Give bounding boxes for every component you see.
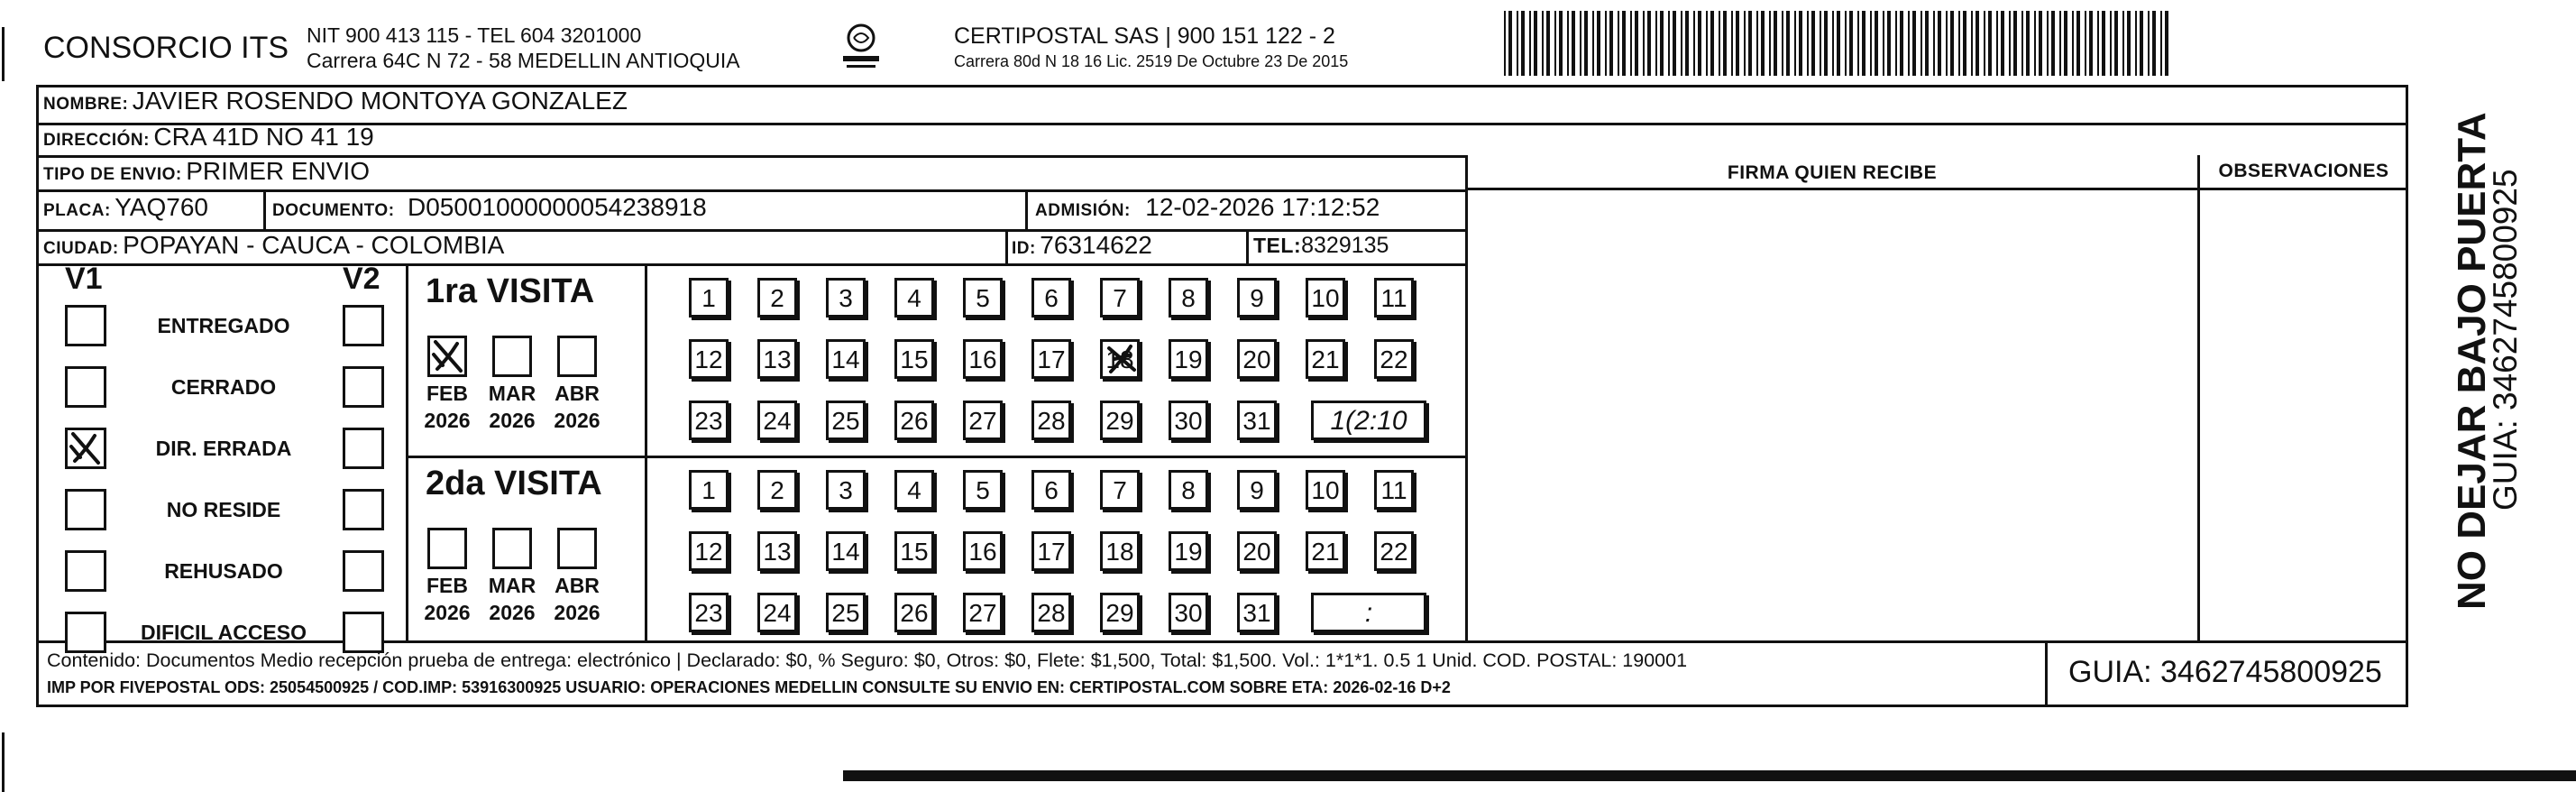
- direccion-label: DIRECCIÓN:: [43, 131, 150, 150]
- day-box[interactable]: 5: [963, 470, 1003, 510]
- barcode-bar: [1508, 11, 1512, 76]
- barcode-bar: [1534, 11, 1537, 76]
- no-dejar-bajo-puerta: NO DEJAR BAJO PUERTA: [2450, 112, 2494, 610]
- status-option-label: CERRADO: [170, 375, 277, 399]
- day-box[interactable]: 6: [1031, 278, 1071, 318]
- year-label: 2026: [424, 601, 471, 624]
- day-box[interactable]: 30: [1169, 401, 1208, 440]
- tel-value: 8329135: [1301, 233, 1389, 258]
- day-box[interactable]: 8: [1169, 470, 1208, 510]
- visit-title: 2da VISITA: [426, 465, 602, 502]
- barcode-bar: [1900, 11, 1903, 76]
- barcode-bar: [1849, 11, 1853, 76]
- barcode-bar: [1693, 11, 1695, 76]
- day-box[interactable]: 25: [826, 593, 866, 632]
- day-box[interactable]: 13: [757, 531, 797, 571]
- side-guia: GUIA: 3462745800925: [2487, 169, 2524, 511]
- day-box[interactable]: 10: [1306, 278, 1345, 318]
- barcode-bar: [2064, 11, 2067, 76]
- barcode-bar: [1950, 11, 1954, 76]
- barcode-bar: [2021, 11, 2023, 76]
- barcode-bar: [2165, 11, 2168, 76]
- observaciones-header: OBSERVACIONES: [2218, 161, 2389, 181]
- id-value: 76314622: [1040, 231, 1152, 259]
- day-box[interactable]: 29: [1100, 401, 1140, 440]
- v1-label: V1: [65, 262, 103, 296]
- barcode-bar: [1963, 11, 1966, 76]
- day-box[interactable]: 8: [1169, 278, 1208, 318]
- day-box[interactable]: 25: [826, 401, 866, 440]
- month-label: ABR: [555, 382, 600, 405]
- barcode-bar: [1622, 11, 1626, 76]
- barcode-bar: [2122, 11, 2124, 76]
- barcode-bar: [1723, 11, 1727, 76]
- v1-checkbox[interactable]: [65, 366, 106, 408]
- v1-checkbox[interactable]: [65, 612, 106, 653]
- v1-checkbox[interactable]: [65, 489, 106, 530]
- provider-line: CERTIPOSTAL SAS | 900 151 122 - 2: [954, 23, 1335, 49]
- day-box[interactable]: 2: [757, 470, 797, 510]
- day-box[interactable]: 17: [1031, 531, 1071, 571]
- barcode-bar: [2085, 11, 2086, 76]
- day-box[interactable]: 20: [1237, 531, 1277, 571]
- barcode-bar: [1912, 11, 1916, 76]
- barcode-bar: [1976, 11, 1979, 76]
- day-box[interactable]: 17: [1031, 339, 1071, 379]
- barcode-bar: [2009, 11, 2011, 76]
- barcode-bar: [2001, 11, 2004, 76]
- status-option-label: ENTREGADO: [157, 314, 290, 337]
- barcode-bar: [2127, 11, 2131, 76]
- day-box[interactable]: 2: [757, 278, 797, 318]
- ciudad-label: CIUDAD:: [43, 239, 119, 258]
- barcode-bar: [1736, 11, 1739, 76]
- day-box[interactable]: 24: [757, 593, 797, 632]
- year-label: 2026: [489, 601, 536, 624]
- visit-title: 1ra VISITA: [426, 272, 595, 310]
- bottom-rule: [843, 770, 2576, 781]
- barcode-bar: [1710, 11, 1714, 76]
- barcode-bar: [1786, 11, 1790, 76]
- month-label: FEB: [426, 382, 468, 405]
- month-checkbox[interactable]: [492, 528, 532, 569]
- day-box[interactable]: 19: [1169, 339, 1208, 379]
- day-box[interactable]: 30: [1169, 593, 1208, 632]
- barcode-bar: [1824, 11, 1828, 76]
- barcode-bar: [1744, 11, 1746, 76]
- day-box[interactable]: 16: [963, 531, 1003, 571]
- day-box[interactable]: 15: [894, 531, 934, 571]
- year-label: 2026: [489, 409, 536, 432]
- admision-value: 12-02-2026 17:12:52: [1145, 193, 1380, 221]
- barcode-bar: [2034, 11, 2036, 76]
- placa-value: YAQ760: [115, 193, 209, 221]
- barcode-bar: [2148, 11, 2150, 76]
- day-box[interactable]: 21: [1306, 531, 1345, 571]
- day-box[interactable]: 22: [1374, 531, 1414, 571]
- barcode-bar: [1597, 11, 1600, 76]
- barcode-bar: [1584, 11, 1588, 76]
- day-box[interactable]: 1: [689, 278, 729, 318]
- barcode-bar: [2097, 11, 2099, 76]
- month-checkbox[interactable]: [557, 528, 597, 569]
- barcode-bar: [1996, 11, 1998, 76]
- v1-checkbox-checked[interactable]: [65, 428, 106, 469]
- barcode-bar: [2102, 11, 2105, 76]
- day-box[interactable]: 3: [826, 278, 866, 318]
- firma-header: FIRMA QUIEN RECIBE: [1727, 162, 1938, 183]
- v2-checkbox[interactable]: [343, 550, 384, 592]
- barcode-bar: [1887, 11, 1891, 76]
- nombre-value: JAVIER ROSENDO MONTOYA GONZALEZ: [132, 87, 628, 115]
- barcode-bar: [1799, 11, 1802, 76]
- barcode-bar: [1862, 11, 1866, 76]
- day-box[interactable]: 12: [689, 531, 729, 571]
- v2-checkbox[interactable]: [343, 366, 384, 408]
- barcode-bar: [2152, 11, 2156, 76]
- day-box[interactable]: 23: [689, 401, 729, 440]
- company-nit: NIT 900 413 115 - TEL 604 3201000: [307, 23, 642, 47]
- day-box[interactable]: 27: [963, 401, 1003, 440]
- barcode-bar: [2089, 11, 2093, 76]
- status-option-label: REHUSADO: [164, 559, 283, 583]
- barcode-bar: [1618, 11, 1619, 76]
- barcode-bar: [1580, 11, 1581, 76]
- barcode-bar: [1635, 11, 1638, 76]
- day-box[interactable]: 16: [963, 339, 1003, 379]
- tipo-envio-value: PRIMER ENVIO: [186, 157, 371, 185]
- day-box[interactable]: 9: [1237, 470, 1277, 510]
- year-label: 2026: [424, 409, 471, 432]
- day-box[interactable]: 11: [1374, 278, 1414, 318]
- barcode: [1504, 11, 2176, 76]
- day-box[interactable]: 14: [826, 531, 866, 571]
- day-box[interactable]: 9: [1237, 278, 1277, 318]
- barcode-bar: [1605, 11, 1607, 76]
- barcode-bar: [1988, 11, 1992, 76]
- v2-label: V2: [343, 262, 380, 296]
- barcode-bar: [2039, 11, 2042, 76]
- tipo-envio-label: TIPO DE ENVIO:: [43, 165, 182, 184]
- status-option-label: DIFICIL ACCESO: [140, 621, 307, 644]
- month-label: ABR: [555, 574, 600, 597]
- barcode-bar: [2110, 11, 2112, 76]
- v2-checkbox[interactable]: [343, 305, 384, 346]
- barcode-bar: [1782, 11, 1783, 76]
- day-box[interactable]: 4: [894, 278, 934, 318]
- placa-label: PLACA:: [43, 201, 111, 220]
- barcode-bar: [2072, 11, 2074, 76]
- barcode-bar: [2013, 11, 2017, 76]
- day-mark: [1105, 343, 1138, 375]
- barcode-bar: [1925, 11, 1929, 76]
- day-box[interactable]: 4: [894, 470, 934, 510]
- day-box[interactable]: 28: [1031, 401, 1071, 440]
- id-label: ID:: [1012, 239, 1036, 258]
- day-box[interactable]: 28: [1031, 593, 1071, 632]
- barcode-bar: [1643, 11, 1645, 76]
- barcode-bar: [1504, 11, 1506, 76]
- month-label: MAR: [488, 382, 536, 405]
- barcode-bar: [1875, 11, 1878, 76]
- company-name: CONSORCIO ITS: [43, 31, 289, 65]
- barcode-bar: [1685, 11, 1689, 76]
- day-box[interactable]: 15: [894, 339, 934, 379]
- barcode-bar: [1660, 11, 1664, 76]
- barcode-bar: [2026, 11, 2030, 76]
- day-box[interactable]: 14: [826, 339, 866, 379]
- month-label: MAR: [488, 574, 536, 597]
- day-box[interactable]: 19: [1169, 531, 1208, 571]
- barcode-bar: [1794, 11, 1796, 76]
- barcode-bar: [1521, 11, 1525, 76]
- barcode-bar: [1698, 11, 1701, 76]
- documento-value: D05001000000054238918: [408, 193, 707, 221]
- v1-checkbox[interactable]: [65, 550, 106, 592]
- imp-text: IMP POR FIVEPOSTAL ODS: 25054500925 / COD.IMP: 53916300925 USUARIO: OPERACIONES MEDELLIN CONSULTE SU ENVIO EN: CERTIPOSTAL.COM SOBRE ETA: 2026-02-16 D+2: [47, 678, 1451, 696]
- time-box[interactable]: :: [1311, 593, 1426, 632]
- barcode-bar: [1958, 11, 1960, 76]
- day-box[interactable]: 24: [757, 401, 797, 440]
- status-option-label: DIR. ERRADA: [155, 437, 292, 460]
- barcode-bar: [1857, 11, 1859, 76]
- month-checkbox-checked[interactable]: [427, 336, 467, 377]
- v1-checkbox[interactable]: [65, 305, 106, 346]
- day-box[interactable]: 22: [1374, 339, 1414, 379]
- contenido-text: Contenido: Documentos Medio recepción prueba de entrega: electrónico | Declarado: $0, % Seguro: $0, Otros: $0, Flete: $1,500, Total: $1,500. Vol.: 1*1*1. 0.5 1 Unid. COD. POSTAL: 190001: [47, 649, 1688, 671]
- barcode-bar: [2051, 11, 2055, 76]
- barcode-bar: [1731, 11, 1733, 76]
- barcode-bar: [1592, 11, 1594, 76]
- day-box[interactable]: 6: [1031, 470, 1071, 510]
- barcode-bar: [1895, 11, 1897, 76]
- day-box[interactable]: 11: [1374, 470, 1414, 510]
- barcode-bar: [1706, 11, 1708, 76]
- barcode-bar: [1832, 11, 1834, 76]
- barcode-bar: [2114, 11, 2118, 76]
- day-box[interactable]: 27: [963, 593, 1003, 632]
- day-box-marked[interactable]: 18: [1100, 339, 1140, 379]
- day-box[interactable]: 10: [1306, 470, 1345, 510]
- barcode-bar: [1769, 11, 1771, 76]
- barcode-bar: [2135, 11, 2137, 76]
- barcode-bar: [1921, 11, 1922, 76]
- barcode-bar: [1756, 11, 1758, 76]
- barcode-bar: [1572, 11, 1575, 76]
- barcode-bar: [1673, 11, 1676, 76]
- day-box[interactable]: 31: [1237, 593, 1277, 632]
- barcode-bar: [1946, 11, 1948, 76]
- day-box[interactable]: 26: [894, 401, 934, 440]
- barcode-bar: [1668, 11, 1670, 76]
- day-box[interactable]: 26: [894, 593, 934, 632]
- barcode-bar: [1938, 11, 1941, 76]
- day-box[interactable]: 3: [826, 470, 866, 510]
- barcode-bar: [1971, 11, 1973, 76]
- day-box[interactable]: 29: [1100, 593, 1140, 632]
- barcode-bar: [2160, 11, 2162, 76]
- barcode-bar: [1845, 11, 1847, 76]
- time-box[interactable]: 1(2:10: [1311, 401, 1426, 440]
- barcode-bar: [1681, 11, 1682, 76]
- day-box[interactable]: 31: [1237, 401, 1277, 440]
- barcode-bar: [1820, 11, 1821, 76]
- barcode-bar: [1655, 11, 1657, 76]
- direccion-value: CRA 41D NO 41 19: [153, 123, 374, 151]
- barcode-bar: [1748, 11, 1752, 76]
- v2-checkbox[interactable]: [343, 428, 384, 469]
- barcode-bar: [1567, 11, 1569, 76]
- barcode-bar: [1761, 11, 1765, 76]
- barcode-bar: [2059, 11, 2061, 76]
- v2-checkbox[interactable]: [343, 489, 384, 530]
- day-box[interactable]: 7: [1100, 470, 1140, 510]
- day-box[interactable]: 1: [689, 470, 729, 510]
- barcode-bar: [1630, 11, 1632, 76]
- barcode-bar: [1609, 11, 1613, 76]
- status-option-label: NO RESIDE: [166, 498, 281, 521]
- nombre-label: NOMBRE:: [43, 95, 129, 114]
- tel-label: TEL:: [1253, 234, 1302, 257]
- company-address: Carrera 64C N 72 - 58 MEDELLIN ANTIOQUIA: [307, 49, 740, 72]
- barcode-bar: [1908, 11, 1910, 76]
- barcode-bar: [1811, 11, 1815, 76]
- barcode-bar: [1837, 11, 1840, 76]
- documento-label: DOCUMENTO:: [272, 201, 395, 220]
- month-checkbox[interactable]: [557, 336, 597, 377]
- barcode-bar: [1883, 11, 1884, 76]
- month-label: FEB: [426, 574, 468, 597]
- day-box[interactable]: 13: [757, 339, 797, 379]
- year-label: 2026: [554, 601, 600, 624]
- day-box[interactable]: 18: [1100, 531, 1140, 571]
- certipostal-logo: [834, 20, 888, 74]
- day-box[interactable]: 23: [689, 593, 729, 632]
- barcode-bar: [1559, 11, 1563, 76]
- day-box[interactable]: 5: [963, 278, 1003, 318]
- month-checkbox[interactable]: [492, 336, 532, 377]
- month-checkbox[interactable]: [427, 528, 467, 569]
- barcode-bar: [1647, 11, 1651, 76]
- day-box[interactable]: 20: [1237, 339, 1277, 379]
- barcode-bar: [1546, 11, 1550, 76]
- admision-label: ADMISIÓN:: [1035, 201, 1131, 220]
- day-box[interactable]: 21: [1306, 339, 1345, 379]
- day-box[interactable]: 7: [1100, 278, 1140, 318]
- ciudad-value: POPAYAN - CAUCA - COLOMBIA: [123, 231, 505, 259]
- barcode-bar: [1529, 11, 1531, 76]
- barcode-bar: [2047, 11, 2049, 76]
- barcode-bar: [1774, 11, 1777, 76]
- year-label: 2026: [554, 409, 600, 432]
- barcode-bar: [1719, 11, 1720, 76]
- barcode-bar: [1984, 11, 1985, 76]
- barcode-bar: [1542, 11, 1544, 76]
- barcode-bar: [2140, 11, 2143, 76]
- day-box[interactable]: 12: [689, 339, 729, 379]
- barcode-bar: [1870, 11, 1872, 76]
- barcode-bar: [1517, 11, 1518, 76]
- barcode-bar: [1554, 11, 1556, 76]
- barcode-bar: [1933, 11, 1935, 76]
- barcode-bar: [1807, 11, 1809, 76]
- barcode-bar: [2076, 11, 2080, 76]
- v2-checkbox[interactable]: [343, 612, 384, 653]
- provider-address: Carrera 80d N 18 16 Lic. 2519 De Octubre 23 De 2015: [954, 52, 1349, 70]
- footer-guia: GUIA: 3462745800925: [2068, 655, 2382, 689]
